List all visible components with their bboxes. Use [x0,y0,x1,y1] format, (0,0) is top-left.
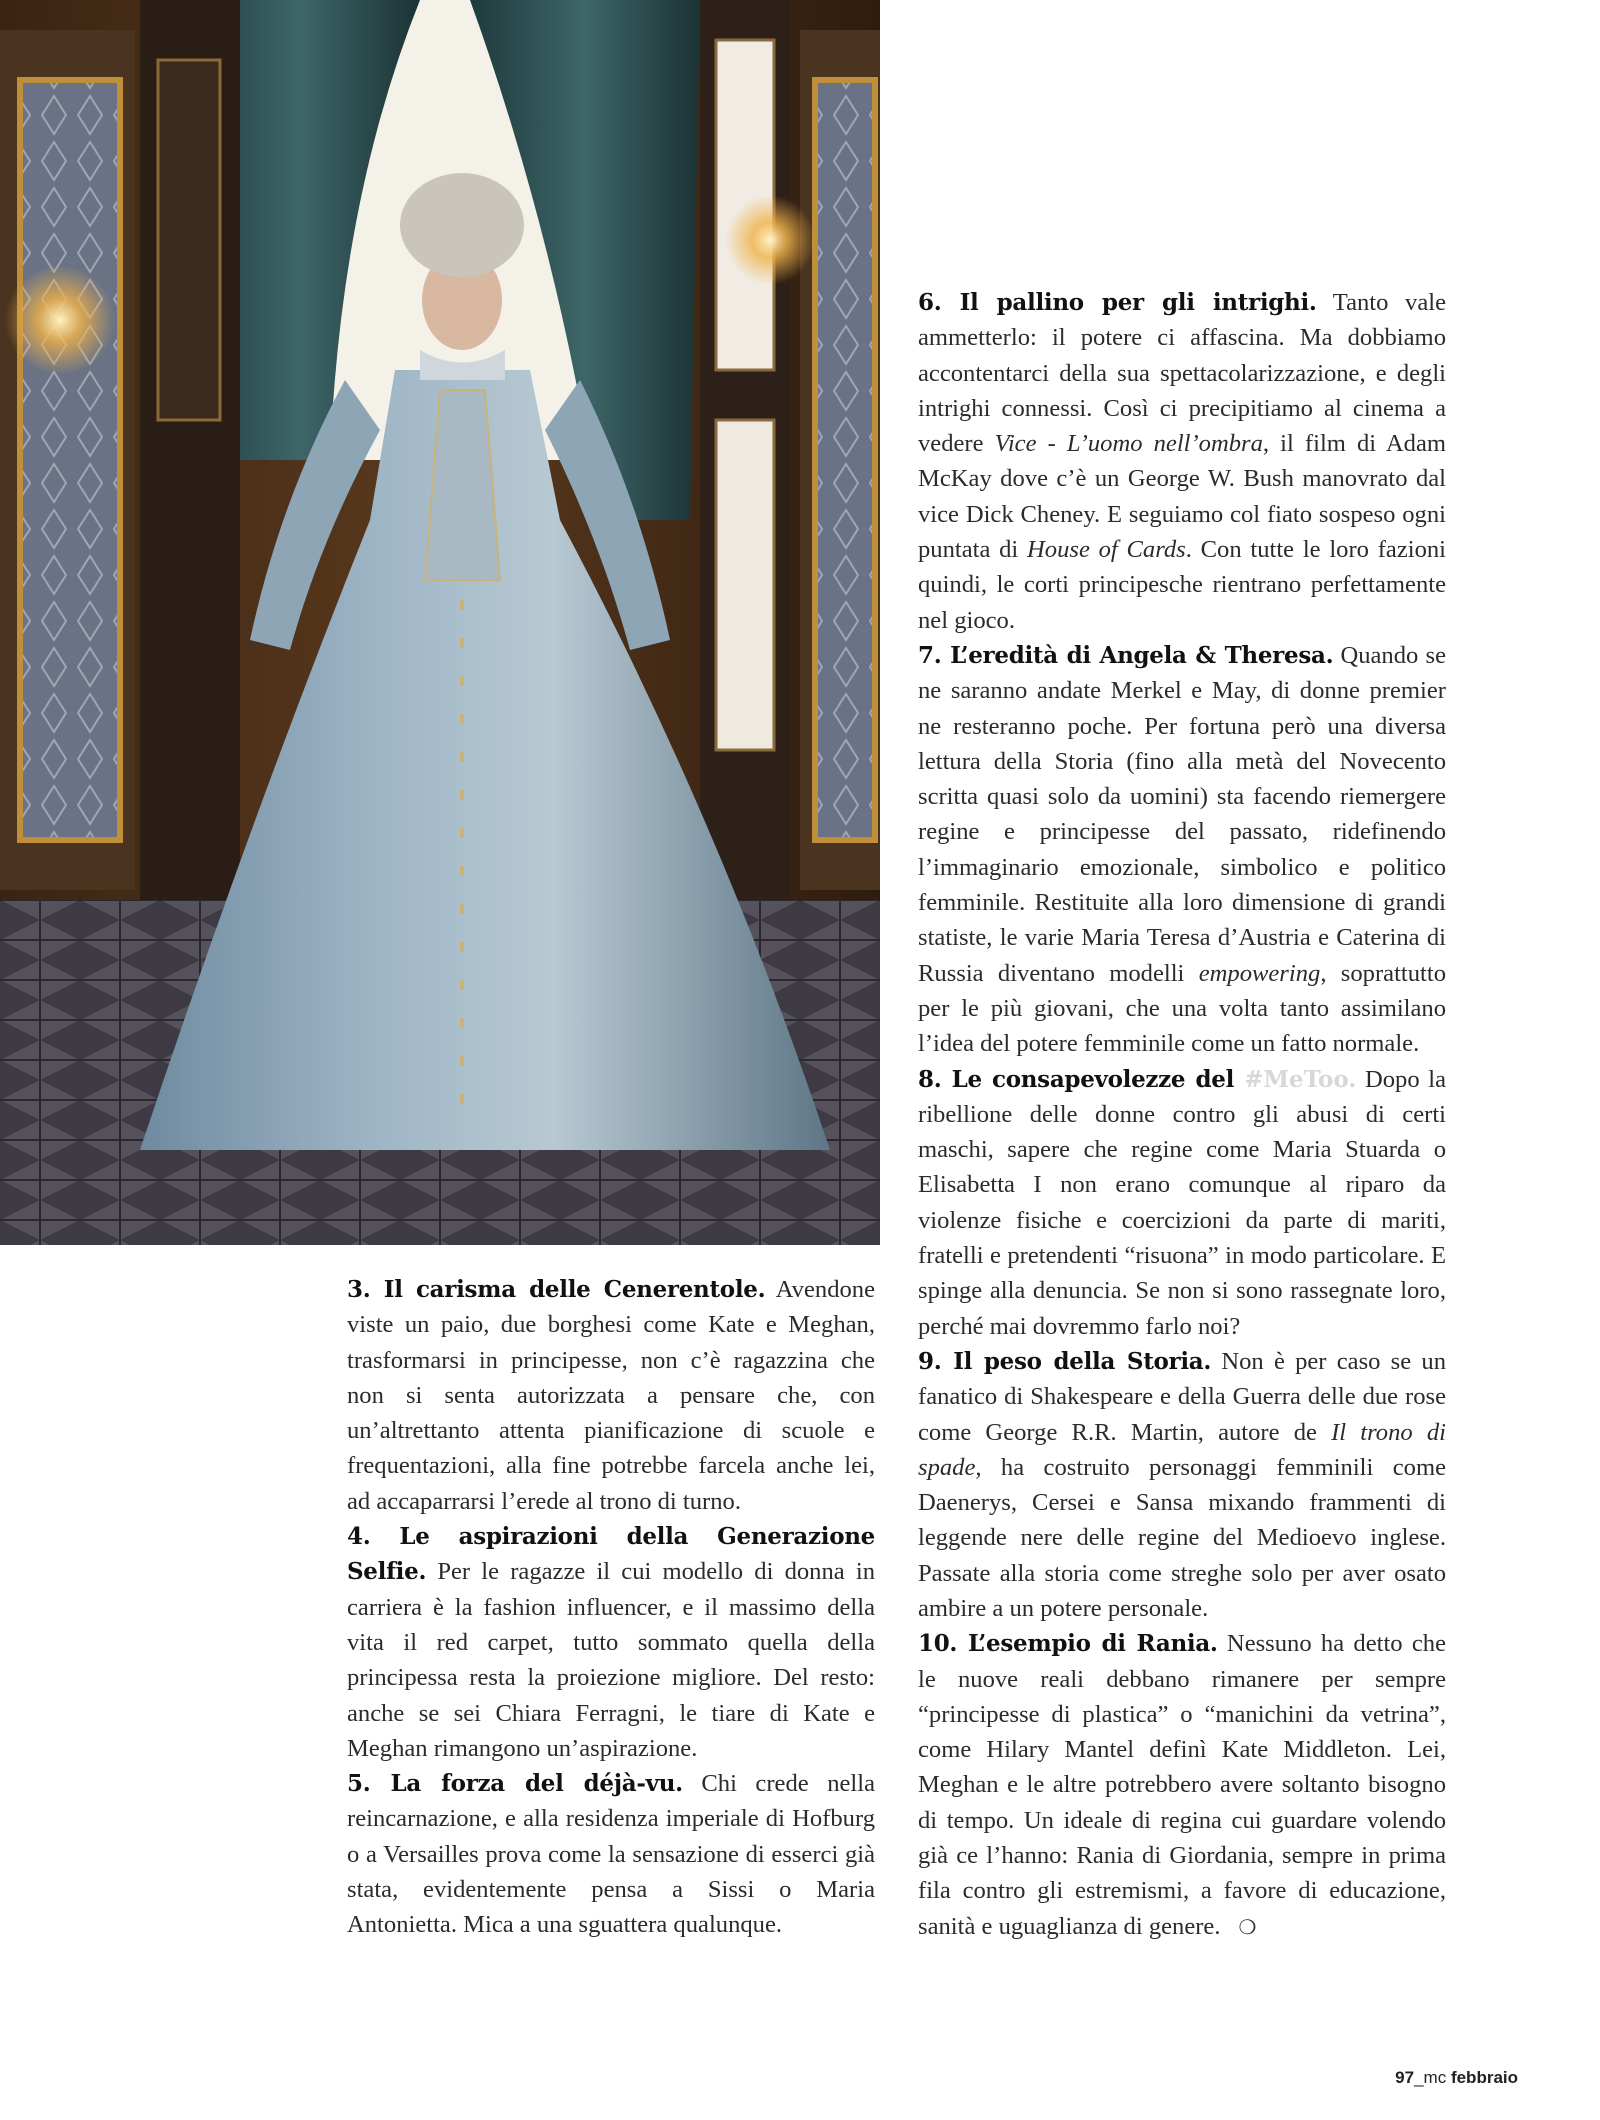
section-6-heading: 6. Il pallino per gli intrighi. [918,289,1317,316]
film-title: Vice - L’uomo nell’ombra [994,430,1263,458]
end-mark-icon: ❍ [1238,1914,1257,1939]
section-7-heading: 7. L’eredità di Angela & Theresa. [918,641,1334,669]
section-4-heading: 4. Le aspirazioni della Generazione Selfie. [347,1523,875,1586]
section-5-body: Chi crede nella reincarnazione, e alla residenza imperiale di Hofburg o a Versailles prova come la sensazione di esserci già stata, evidentemente pensa a Sissi o Maria Antonietta. Mica a una sguattera qualunque. [347,1770,876,1939]
section-5 [347,1766,875,1942]
section-10-heading: 10. L’esempio di Rania. [918,1630,1218,1658]
queen-photo [0,0,880,1245]
section-10-body: Nessuno ha detto che le nuove reali debbano rimanere per sempre “principesse di plastica” o “manichini da vetrina”, come Hilary Mantel definì Kate Middleton. Lei, Meghan e le altre potrebbero avere soltanto bisogno di tempo. Un ideale di regina cui guardare volendo già ce l’hanno: Rania di Giordania, sempre in prima fila contro gli estremismi, a favore di educazione, sanità e uguaglianza di genere. [918,1630,1447,1940]
section-6-body-a: Tanto vale ammetterlo: il potere ci affascina. Ma dobbiamo accontentarci della sua spettacolarizzazione, e degli intrighi connessi. Così ci precipitiamo al cinema a vedere [918,289,1446,458]
section-10 [918,1626,1446,1945]
section-3-body: Avendone viste un paio, due borghesi come Kate e Meghan, trasformarsi in principesse, non c’è ragazzina che non si senta autorizzata a pensare che, con un’altrettanto attenta pianificazione di scuole e frequentazioni, alla fine potrebbe farcela anche lei, ad accaparrarsi l’erede al trono di turno. [347,1276,875,1515]
section-5-heading: 5. La forza del déjà-vu. [347,1770,683,1798]
section-4-body: Per le ragazze il cui modello di donna in carriera è la fashion influencer, e il massimo della vita il red carpet, tutto sommato quella della principessa resta la proiezione migliore. Del resto: anche se sei Chiara Ferragni, le tiare di Kate e Meghan rimangono un’aspirazione. [347,1558,875,1762]
section-9-body-b: ha costruito personaggi femminili come Daenerys, Cersei e Sansa mixando frammenti di leggende nere delle regine del Medioevo inglese. Passate alla storia come streghe solo per aver osato ambire a un potere personale. [918,1453,1446,1622]
section-9-heading: 9. Il peso della Storia. [918,1347,1212,1375]
book-title: Il trono di spade, [918,1418,1446,1481]
section-6 [918,285,1446,638]
section-8 [918,1062,1446,1344]
section-3 [347,1272,875,1519]
left-column [347,1272,875,1943]
section-9-body-a: Non è per caso se un fanatico di Shakespeare e della Guerra delle due rose come George R.R. Martin, autore de [918,1347,1446,1446]
section-8-body: Dopo la ribellione delle donne contro gli abusi di certi maschi, sapere che regine come Maria Stuarda o Elisabetta I non erano comunque al riparo da violenze fisiche e coercizioni da parte di mariti, fratelli e pretendenti “risuona” in modo particolare. E spinge alla denuncia. Se non si sono rassegnate loro, perché mai dovremmo farlo noi? [918,1065,1446,1340]
metoo-hashtag: #MeToo. [1244,1065,1357,1093]
right-column [918,285,1446,1945]
section-7-body-b: , soprattutto per le più giovani, che una volta tanto assimilano l’idea del potere femminile come un fatto normale. [918,959,1446,1058]
section-8-heading: 8. Le consapevolezze del [918,1065,1245,1093]
issue-month: febbraio [1450,2068,1518,2087]
page-number: 97 [1395,2068,1415,2087]
series-title: House of Cards [1027,536,1186,564]
section-6-body-b: , il film di Adam McKay dove c’è un George W. Bush manovrato dal vice Dick Cheney. E seguiamo col fiato sospeso ogni puntata di [918,430,1446,564]
section-7 [918,638,1446,1062]
queen-illustration [0,0,880,1245]
empowering-term: empowering [1198,959,1321,987]
section-4 [347,1519,875,1766]
section-7-body-a: Quando se ne saranno andate Merkel e May, di donne premier ne resteranno poche. Per fortuna però una diversa lettura della Storia (fino alla metà del Novecento scritta quasi solo da uomini) sta facendo riemergere regine e principesse del passato, ridefinendo l’immaginario emozionale, simbolico e politico femminile. Restituite alla loro dimensione di grandi statiste, le varie Maria Teresa d’Austria e Caterina di Russia diventano modelli [918,641,1446,987]
section-9 [918,1344,1446,1626]
section-6-body-c: . Con tutte le loro fazioni quindi, le corti principesche rientrano perfettamente nel gioco. [918,536,1446,634]
page-folio [1395,2068,1518,2088]
section-3-heading: 3. Il carisma delle Cenerentole. [347,1276,766,1303]
magazine-brand: _mc [1414,2068,1447,2087]
